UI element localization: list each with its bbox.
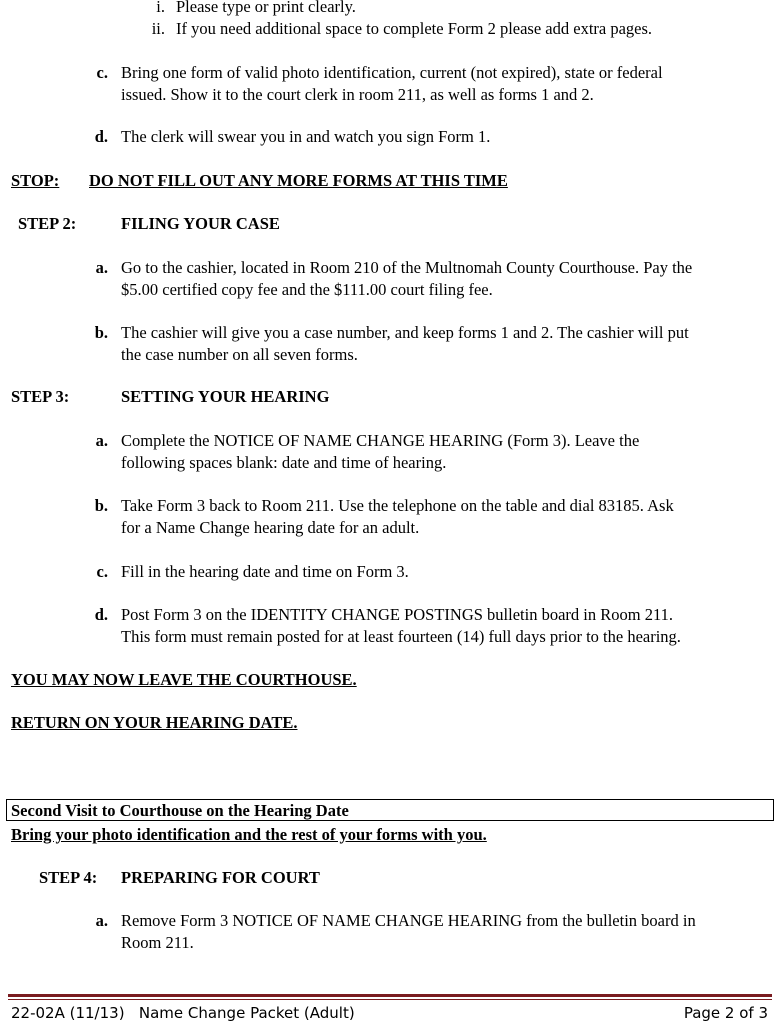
footer-page-number: Page 2 of 3	[683, 1004, 768, 1022]
step4-item-a-line1: Remove Form 3 NOTICE OF NAME CHANGE HEARING from the bulletin board in	[121, 911, 696, 930]
step4-item-a-line2: Room 211.	[121, 933, 194, 952]
second-visit-subtitle: Bring your photo identification and the rest of your forms with you.	[11, 825, 487, 844]
list-text-ii: If you need additional space to complete Form 2 please add extra pages.	[176, 19, 653, 38]
step3-title: SETTING YOUR HEARING	[121, 387, 330, 406]
step2-item-b-line2: the case number on all seven forms.	[121, 345, 358, 364]
step3-item-d-line2: This form must remain posted for at least fourteen (14) full days prior to the hearing.	[121, 627, 681, 646]
step2-title: FILING YOUR CASE	[121, 214, 280, 233]
step1-item-c-line1: Bring one form of valid photo identification, current (not expired), state or federal	[121, 63, 663, 82]
step3-item-a-line2: following spaces blank: date and time of hearing.	[121, 453, 447, 472]
step4-label: STEP 4:	[39, 868, 98, 887]
step2-item-b-line1: The cashier will give you a case number, and keep forms 1 and 2. The cashier will put	[121, 323, 689, 342]
step2-item-a-line1: Go to the cashier, located in Room 210 of the Multnomah County Courthouse. Pay the	[121, 258, 693, 277]
return-notice: RETURN ON YOUR HEARING DATE.	[11, 713, 298, 732]
step3-item-b-line1: Take Form 3 back to Room 211. Use the telephone on the table and dial 83185. Ask	[121, 496, 674, 515]
step3-item-d-label: d.	[94, 605, 108, 624]
footer-rule-thin	[8, 999, 772, 1000]
step4-title: PREPARING FOR COURT	[121, 868, 320, 887]
step1-item-c-label: c.	[96, 63, 108, 82]
step2-item-b-label: b.	[94, 323, 108, 342]
step3-item-b-label: b.	[94, 496, 108, 515]
list-num-i: i.	[156, 0, 165, 16]
step3-item-c-label: c.	[96, 562, 108, 581]
step3-item-d-line1: Post Form 3 on the IDENTITY CHANGE POSTINGS bulletin board in Room 211.	[121, 605, 673, 624]
step3-item-b-line2: for a Name Change hearing date for an adult.	[121, 518, 420, 537]
step3-label: STEP 3:	[11, 387, 70, 406]
step2-label: STEP 2:	[18, 214, 77, 233]
step4-item-a-label: a.	[95, 911, 108, 930]
step1-item-c-line2: issued. Show it to the court clerk in room 211, as well as forms 1 and 2.	[121, 85, 594, 104]
step1-item-d-line1: The clerk will swear you in and watch you sign Form 1.	[121, 127, 491, 146]
step1-item-d-label: d.	[94, 127, 108, 146]
stop-text: DO NOT FILL OUT ANY MORE FORMS AT THIS TIME	[89, 171, 508, 190]
leave-notice: YOU MAY NOW LEAVE THE COURTHOUSE.	[11, 670, 357, 689]
footer-rule-thick	[8, 994, 772, 997]
list-num-ii: ii.	[151, 19, 165, 38]
second-visit-title: Second Visit to Courthouse on the Hearing Date	[11, 801, 349, 820]
step3-item-a-label: a.	[95, 431, 108, 450]
footer-form-id: 22-02A (11/13) Name Change Packet (Adult)	[11, 1004, 355, 1022]
stop-label: STOP:	[11, 171, 60, 190]
list-text-i: Please type or print clearly.	[176, 0, 356, 16]
step3-item-c-line1: Fill in the hearing date and time on Form 3.	[121, 562, 409, 581]
step2-item-a-line2: $5.00 certified copy fee and the $111.00 court filing fee.	[121, 280, 493, 299]
step2-item-a-label: a.	[95, 258, 108, 277]
step3-item-a-line1: Complete the NOTICE OF NAME CHANGE HEARING (Form 3). Leave the	[121, 431, 640, 450]
